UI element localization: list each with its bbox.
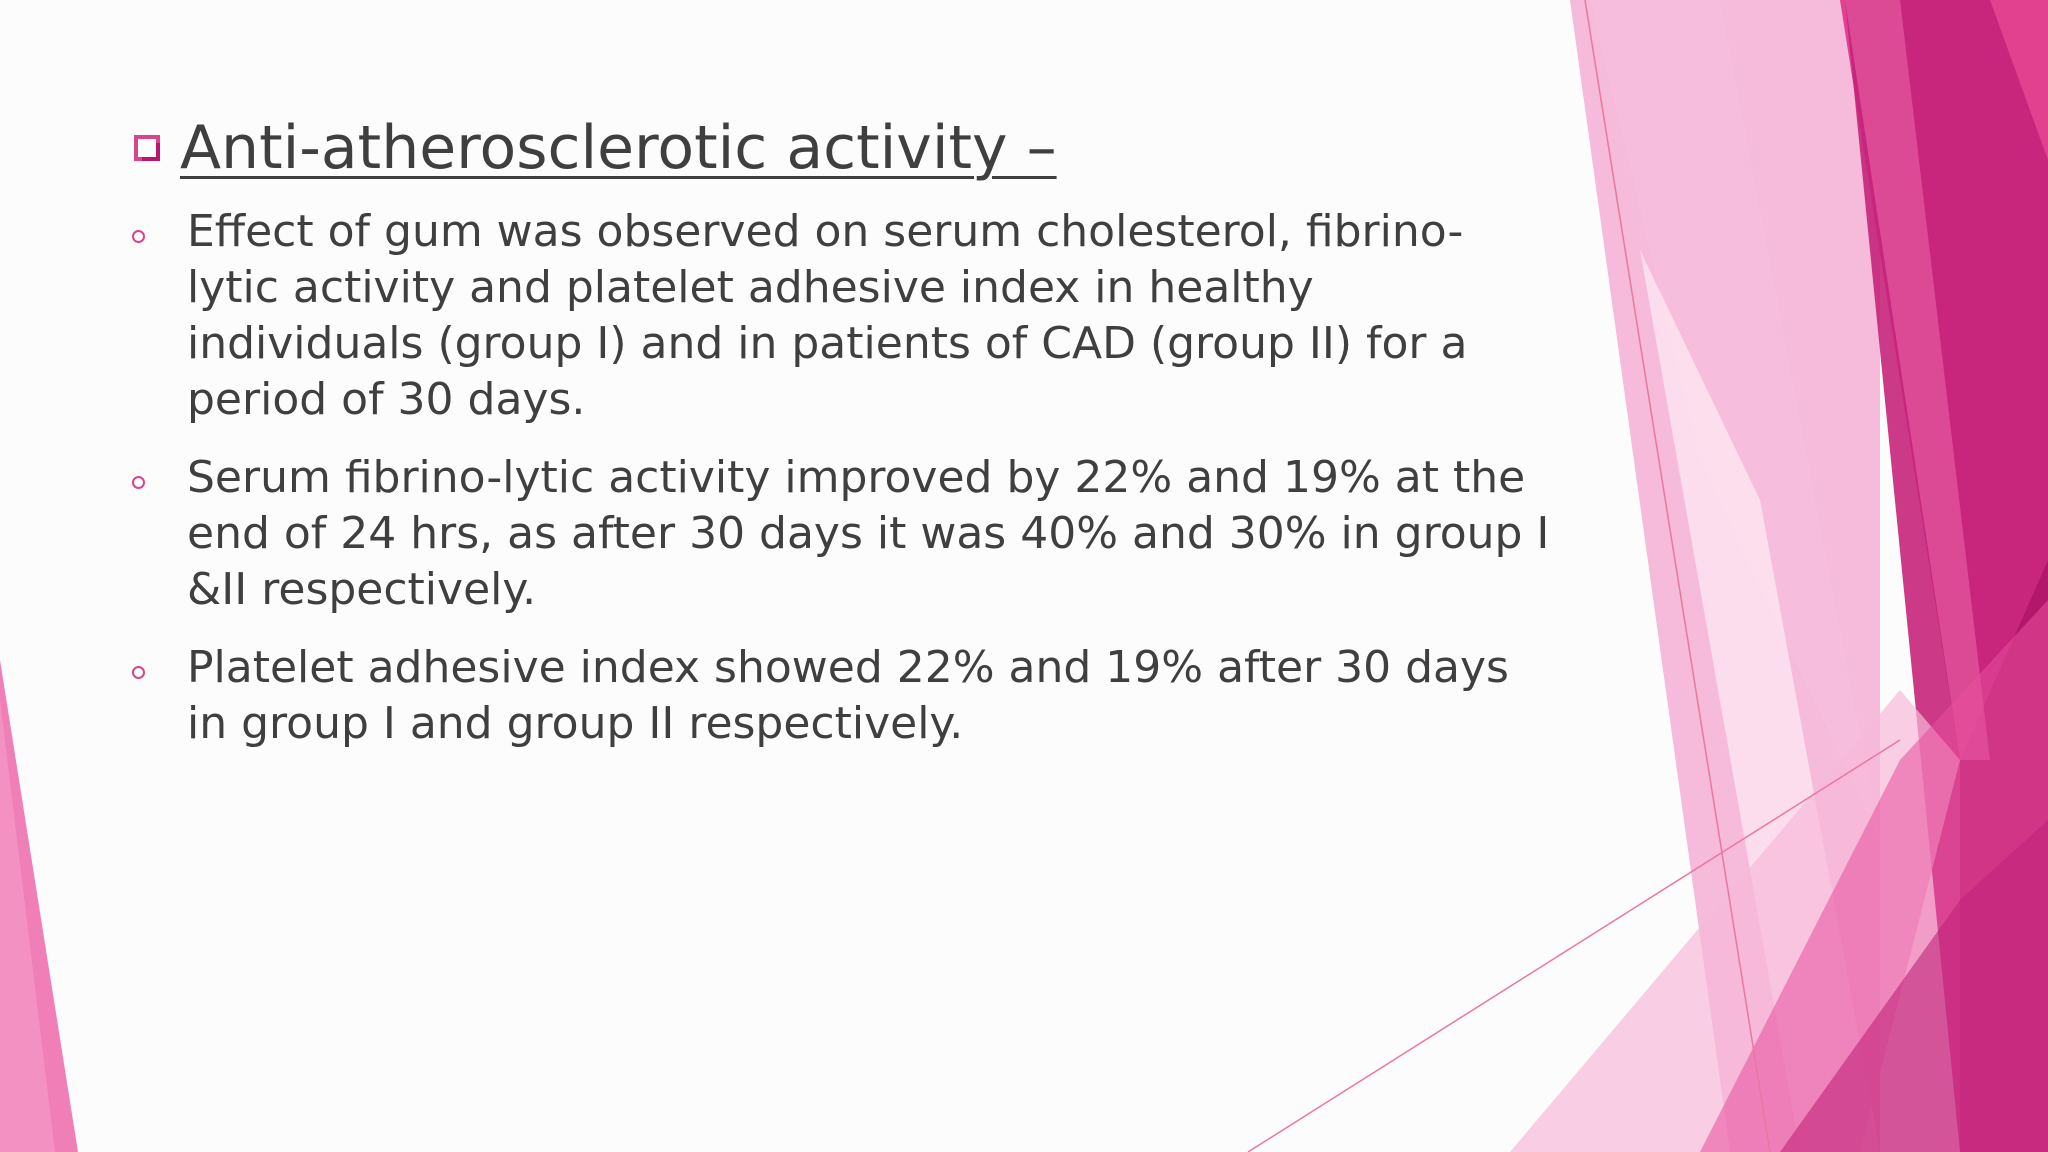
bullet-text: Platelet adhesive index showed 22% and 19% after 30 days in group I and group II respectively. <box>187 642 1509 749</box>
bullet-text: Effect of gum was observed on serum cholesterol, fibrino-lytic activity and platelet adhesive index in healthy individuals (group I) and in patients of CAD (group II) for a period of 30 days. <box>187 206 1468 425</box>
heading-text: Anti-atherosclerotic activity – <box>180 113 1057 183</box>
slide-heading <box>134 112 1057 184</box>
hollow-circle-bullet-icon <box>132 230 145 243</box>
list-item <box>130 640 1550 752</box>
hollow-circle-bullet-icon <box>132 476 145 489</box>
hollow-square-bullet-icon <box>134 135 160 161</box>
list-item <box>130 450 1550 618</box>
hollow-circle-bullet-icon <box>132 666 145 679</box>
bullet-text: Serum fibrino-lytic activity improved by 22% and 19% at the end of 24 hrs, as after 30 days it was 40% and 30% in group I &II respectively. <box>187 452 1550 615</box>
list-item <box>130 204 1550 428</box>
bullet-list <box>130 204 1550 774</box>
